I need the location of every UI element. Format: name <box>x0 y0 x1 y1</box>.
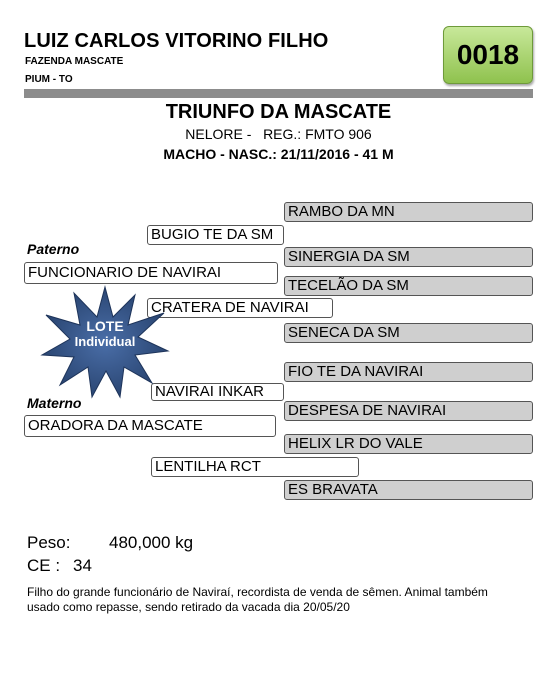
ce-value: 34 <box>73 556 92 575</box>
lot-number-badge <box>443 26 533 84</box>
sex-birth-line: MACHO - NASC.: 21/11/2016 - 41 M <box>163 146 394 162</box>
lot-number: 0018 <box>456 39 520 70</box>
pedigree-mgm-sire: HELIX LR DO VALE <box>284 434 533 454</box>
paterno-label: Paterno <box>27 241 80 257</box>
pedigree-pgf-dam: SINERGIA DA SM <box>284 247 533 267</box>
breed: NELORE - <box>185 126 252 142</box>
city-name: PIUM - TO <box>25 74 73 85</box>
weight-value: 480,000 kg <box>109 533 194 552</box>
animal-name: TRIUNFO DA MASCATE <box>165 101 392 123</box>
pedigree-pgm-sire: TECELÃO DA SM <box>284 276 533 296</box>
individual-label: Individual <box>74 334 136 349</box>
pedigree-maternal-grandmother: LENTILHA RCT <box>151 457 359 477</box>
pedigree-paternal-grandmother: CRATERA DE NAVIRAI <box>147 298 333 318</box>
pedigree-mgm-dam: ES BRAVATA <box>284 480 533 500</box>
pedigree-pgf-sire: RAMBO DA MN <box>284 202 533 222</box>
lote-label: LOTE <box>86 318 124 334</box>
ce-label: CE : <box>27 556 61 575</box>
lote-individual-label <box>55 318 155 349</box>
breed-registration-line <box>0 126 557 142</box>
pedigree-pgm-dam: SENECA DA SM <box>284 323 533 343</box>
materno-label: Materno <box>27 395 82 411</box>
weight-label: Peso: <box>27 533 71 552</box>
owner-name: LUIZ CARLOS VITORINO FILHO <box>24 30 329 52</box>
farm-name: FAZENDA MASCATE <box>25 56 124 67</box>
pedigree-mgf-sire: FIO TE DA NAVIRAI <box>284 362 533 382</box>
pedigree-mother: ORADORA DA MASCATE <box>24 415 276 437</box>
animal-description: Filho do grande funcionário de Naviraí, recordista de venda de sêmen. Animal também usado como repasse, sendo retirado da vacada dia 20/05/20 <box>27 585 488 614</box>
registration: REG.: FMTO 906 <box>263 126 372 142</box>
pedigree-maternal-grandfather: NAVIRAI INKAR <box>151 383 284 401</box>
pedigree-mgf-dam: DESPESA DE NAVIRAI <box>284 401 533 421</box>
header-divider <box>24 89 533 98</box>
pedigree-paternal-grandfather: BUGIO TE DA SM <box>147 225 284 245</box>
pedigree-father: FUNCIONARIO DE NAVIRAI <box>24 262 278 284</box>
